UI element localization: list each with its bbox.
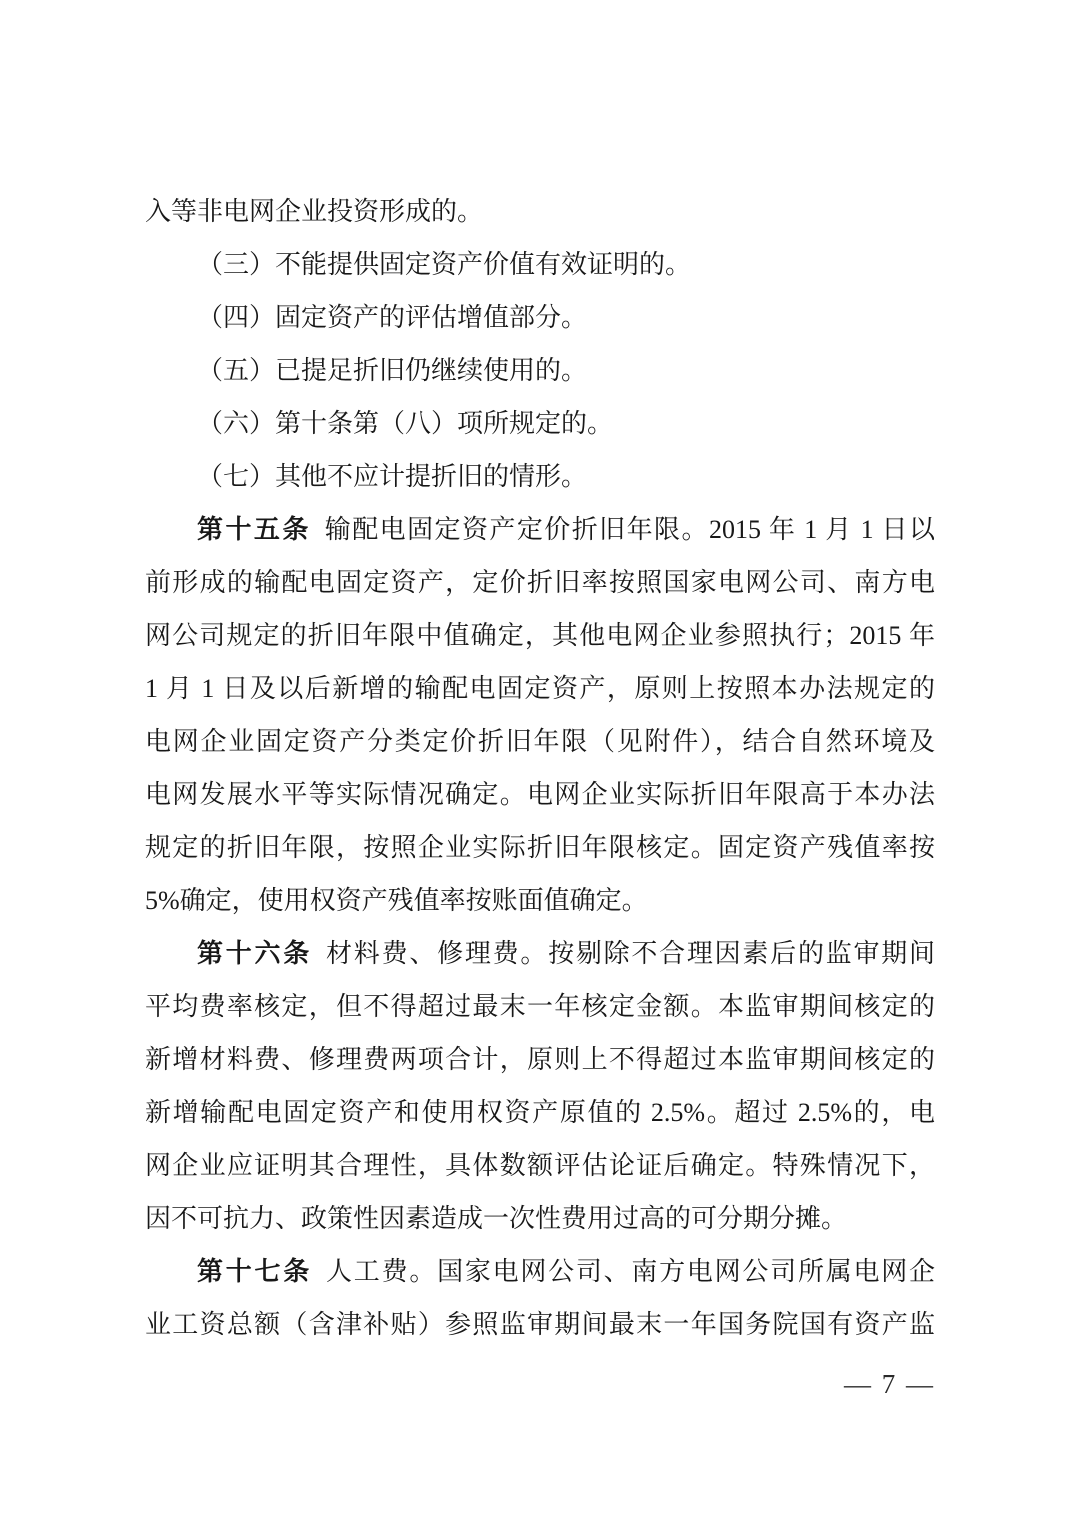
text-line (145, 556, 935, 609)
text-run: 电网企业固定资产分类定价折旧年限（见附件），结合自然环境及 (145, 727, 935, 756)
text-run: （三）不能提供固定资产价值有效证明的。 (197, 250, 692, 279)
text-run: 新增输配电固定资产和使用权资产原值的 2.5%。超过 2.5%的，电 (145, 1098, 935, 1127)
text-run: 网公司规定的折旧年限中值确定，其他电网企业参照执行；2015 年 (145, 621, 935, 650)
text-run: （四）固定资产的评估增值部分。 (197, 303, 588, 332)
text-run: 业工资总额（含津补贴）参照监审期间最末一年国务院国有资产监 (145, 1310, 935, 1339)
article-heading: 第十七条 (197, 1256, 313, 1286)
article-heading: 第十六条 (197, 938, 313, 968)
text-line (145, 503, 935, 556)
text-line (145, 1033, 935, 1086)
text-line (145, 344, 935, 397)
text-line (145, 1245, 935, 1298)
page-footer (145, 1360, 935, 1408)
text-line (145, 1298, 935, 1351)
text-line (145, 238, 935, 291)
text-run: 新增材料费、修理费两项合计，原则上不得超过本监审期间核定的 (145, 1045, 935, 1074)
text-line (145, 291, 935, 344)
text-line (145, 1192, 935, 1245)
text-run: 5%确定，使用权资产残值率按账面值确定。 (145, 886, 648, 915)
text-line (145, 980, 935, 1033)
text-line (145, 874, 935, 927)
article-heading: 第十五条 (197, 514, 311, 544)
page-number: — 7 — (844, 1369, 935, 1399)
text-line (145, 609, 935, 662)
text-run: 平均费率核定，但不得超过最末一年核定金额。本监审期间核定的 (145, 992, 935, 1021)
text-line (145, 768, 935, 821)
text-line (145, 185, 935, 238)
text-line (145, 450, 935, 503)
text-run: 人工费。国家电网公司、南方电网公司所属电网企 (326, 1257, 935, 1286)
text-line (145, 821, 935, 874)
text-run: 入等非电网企业投资形成的。 (145, 197, 484, 226)
text-run: 1 月 1 日及以后新增的输配电固定资产，原则上按照本办法规定的 (145, 674, 935, 703)
text-line (145, 927, 935, 980)
text-run: 输配电固定资产定价折旧年限。2015 年 1 月 1 日以 (324, 515, 935, 544)
text-line (145, 397, 935, 450)
text-line (145, 1086, 935, 1139)
text-run: 网企业应证明其合理性，具体数额评估论证后确定。特殊情况下， (145, 1151, 935, 1180)
text-line (145, 1139, 935, 1192)
text-run: 前形成的输配电固定资产，定价折旧率按照国家电网公司、南方电 (145, 568, 935, 597)
text-line (145, 662, 935, 715)
text-run: （七）其他不应计提折旧的情形。 (197, 462, 588, 491)
text-run: 材料费、修理费。按剔除不合理因素后的监审期间 (326, 939, 935, 968)
document-body (145, 185, 935, 1351)
text-run: （五）已提足折旧仍继续使用的。 (197, 356, 588, 385)
text-run: （六）第十条第（八）项所规定的。 (197, 409, 614, 438)
text-run: 因不可抗力、政策性因素造成一次性费用过高的可分期分摊。 (145, 1204, 848, 1233)
text-line (145, 715, 935, 768)
text-run: 规定的折旧年限，按照企业实际折旧年限核定。固定资产残值率按 (145, 833, 935, 862)
text-run: 电网发展水平等实际情况确定。电网企业实际折旧年限高于本办法 (145, 780, 935, 809)
